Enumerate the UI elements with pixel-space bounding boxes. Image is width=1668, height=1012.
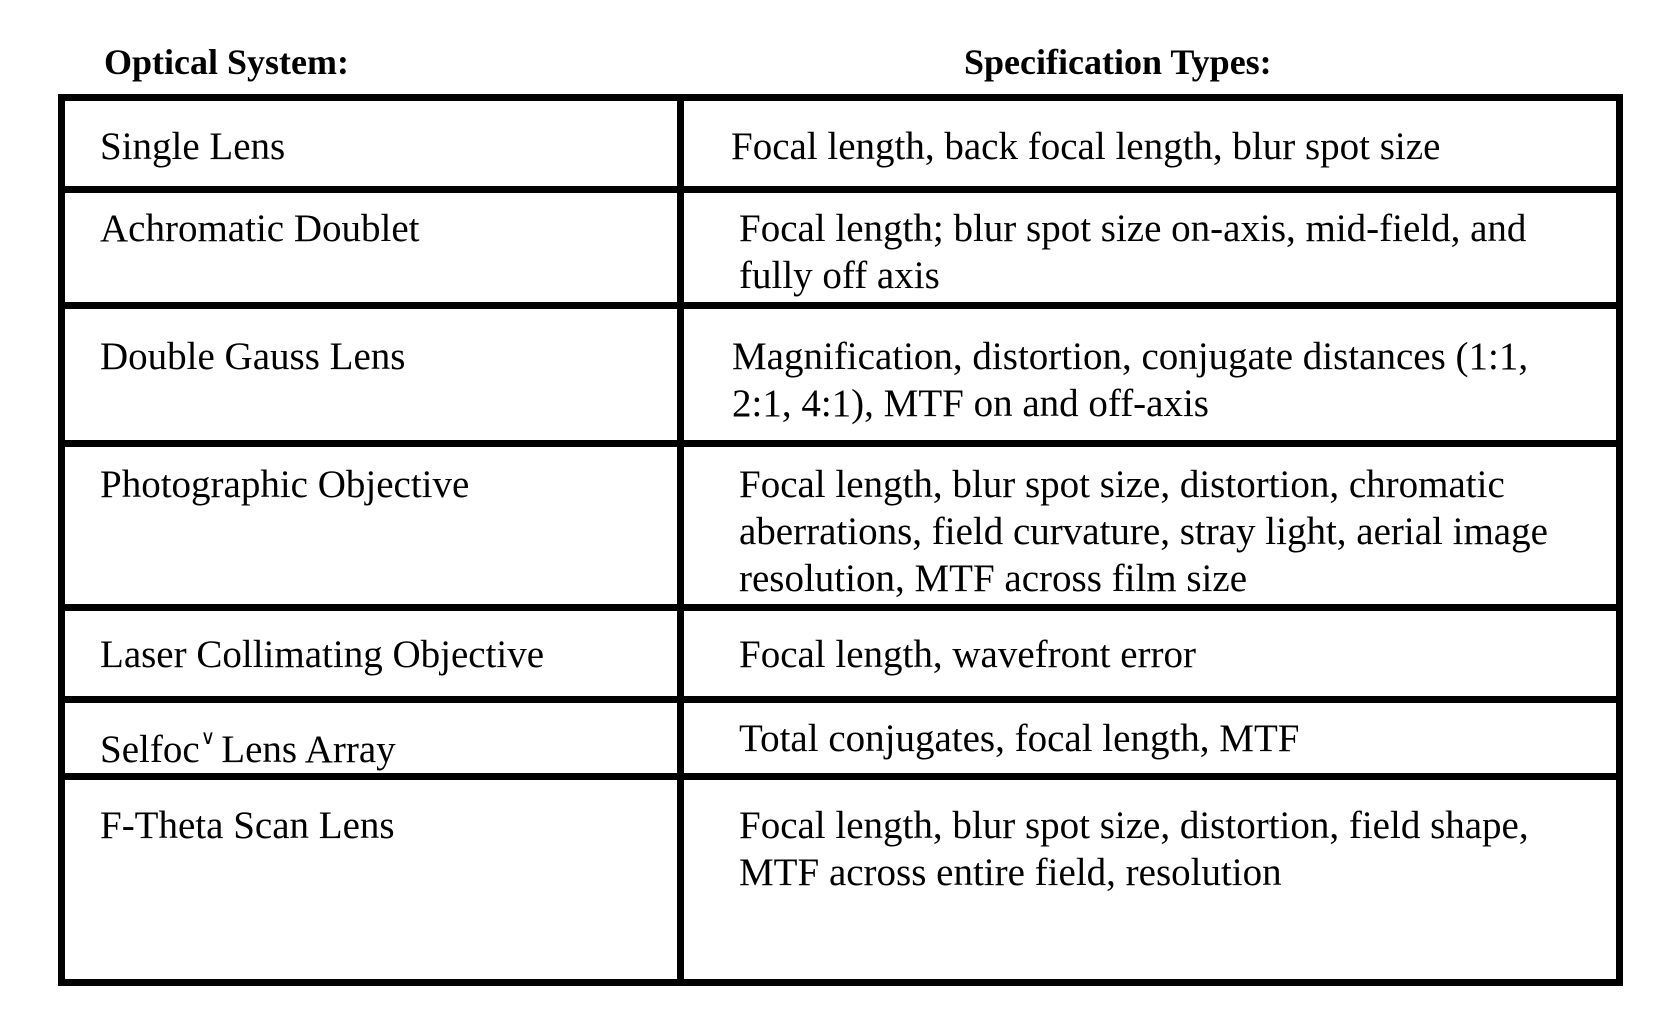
spec-cell: Focal length, blur spot size, distortion, chromatic aberrations, field curvature, stray light, aerial image resolution, MTF across film size [681, 444, 1620, 608]
table-row [62, 306, 1620, 444]
system-cell: Double Gauss Lens [62, 306, 681, 444]
table-row [62, 98, 1620, 190]
system-cell: Laser Collimating Objective [62, 608, 681, 700]
system-name: Selfoc [100, 728, 200, 771]
spec-table [58, 94, 1623, 986]
table-row [62, 190, 1620, 306]
table-row [62, 608, 1620, 700]
spec-cell: Magnification, distortion, conjugate distances (1:1, 2:1, 4:1), MTF on and off-axis [681, 306, 1620, 444]
trademark-mark: ∨ [200, 727, 216, 749]
system-cell: Photographic Objective [62, 444, 681, 608]
spec-cell: Focal length, back focal length, blur spot size [681, 98, 1620, 190]
table-row [62, 444, 1620, 608]
spec-cell: Total conjugates, focal length, MTF [681, 700, 1620, 777]
system-cell: Single Lens [62, 98, 681, 190]
system-name-suffix: Lens Array [221, 728, 396, 771]
system-cell: Achromatic Doublet [62, 190, 681, 306]
optical-system-header: Optical System: [104, 42, 349, 82]
table-row [62, 777, 1620, 983]
table-row [62, 700, 1620, 777]
spec-cell: Focal length; blur spot size on-axis, mid-field, and fully off axis [681, 190, 1620, 306]
system-cell [62, 700, 681, 777]
spec-cell: Focal length, wavefront error [681, 608, 1620, 700]
system-cell: F-Theta Scan Lens [62, 777, 681, 983]
spec-cell: Focal length, blur spot size, distortion, field shape, MTF across entire field, resolution [681, 777, 1620, 983]
specification-types-header: Specification Types: [964, 42, 1272, 82]
